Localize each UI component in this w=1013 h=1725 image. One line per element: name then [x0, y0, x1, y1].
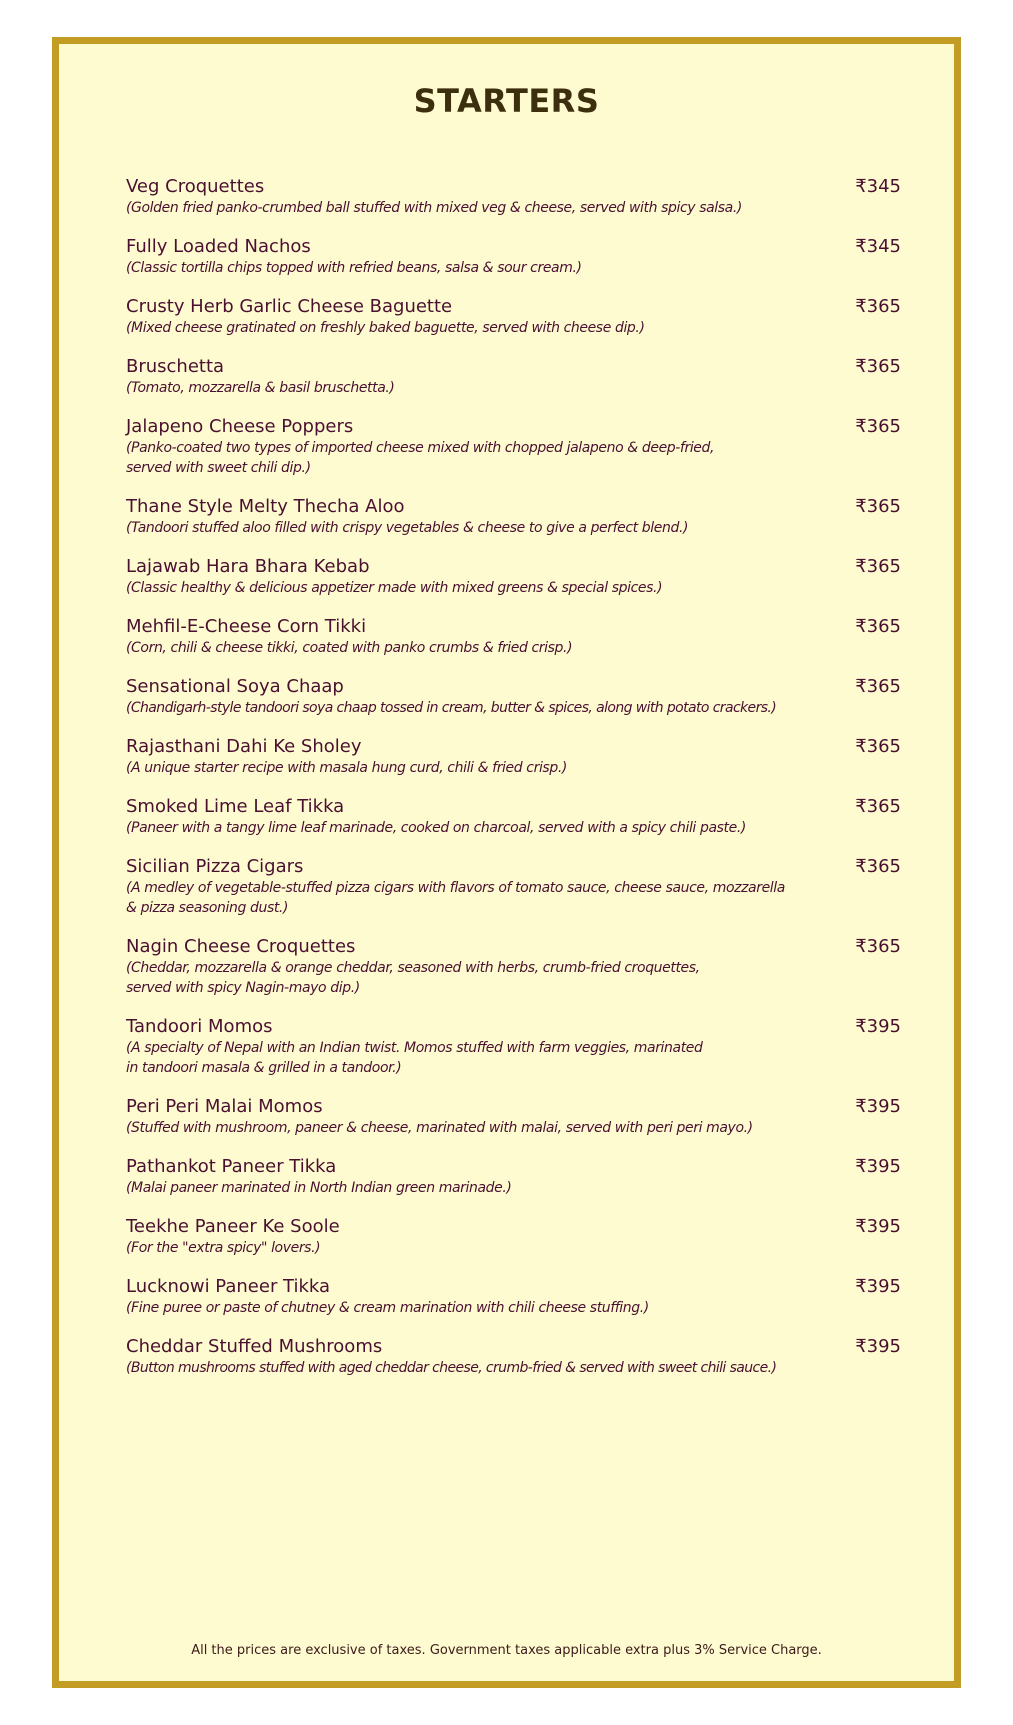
item-name: Rajasthani Dahi Ke Sholey	[126, 736, 362, 757]
item-name: Mehfil-E-Cheese Corn Tikki	[126, 616, 367, 637]
item-description: (A medley of vegetable-stuffed pizza cigars with flavors of tomato sauce, cheese sauce, mozzarella	[126, 880, 785, 896]
item-price: ₹395	[855, 1276, 901, 1297]
item-price: ₹395	[855, 1016, 901, 1037]
menu-frame	[52, 37, 961, 1688]
item-price: ₹365	[855, 356, 901, 377]
item-price: ₹365	[855, 796, 901, 817]
item-description-line-2: & pizza seasoning dust.)	[126, 900, 289, 916]
item-name: Lajawab Hara Bhara Kebab	[126, 556, 370, 577]
menu-items-list	[126, 176, 901, 1396]
menu-item	[126, 1336, 901, 1378]
item-name: Veg Croquettes	[126, 176, 265, 197]
item-price: ₹395	[855, 1336, 901, 1357]
item-description: (A specialty of Nepal with an Indian twist. Momos stuffed with farm veggies, marinated	[126, 1040, 703, 1056]
item-description: (Fine puree or paste of chutney & cream marination with chili cheese stuffing.)	[126, 1300, 649, 1316]
item-description: (Stuffed with mushroom, paneer & cheese, marinated with malai, served with peri peri mayo.)	[126, 1120, 753, 1136]
menu-item	[126, 496, 901, 538]
tax-note: All the prices are exclusive of taxes. Government taxes applicable extra plus 3% Service Charge.	[191, 1643, 822, 1658]
item-price: ₹395	[855, 1216, 901, 1237]
menu-item	[126, 676, 901, 718]
item-description: (Tomato, mozzarella & basil bruschetta.)	[126, 380, 395, 396]
item-description: (A unique starter recipe with masala hung curd, chili & fried crisp.)	[126, 760, 567, 776]
item-description: (Mixed cheese gratinated on freshly baked baguette, served with cheese dip.)	[126, 320, 645, 336]
item-price: ₹365	[855, 556, 901, 577]
item-name: Pathankot Paneer Tikka	[126, 1156, 337, 1177]
menu-title: STARTERS	[413, 82, 600, 120]
menu-item	[126, 296, 901, 338]
menu-item	[126, 1096, 901, 1138]
menu-item	[126, 236, 901, 278]
menu-item	[126, 736, 901, 778]
menu-item	[126, 556, 901, 598]
item-price: ₹345	[855, 176, 901, 197]
item-name: Smoked Lime Leaf Tikka	[126, 796, 345, 817]
menu-item	[126, 1156, 901, 1198]
item-name: Nagin Cheese Croquettes	[126, 936, 356, 957]
item-description-line-2: in tandoori masala & grilled in a tandoor.)	[126, 1060, 402, 1076]
menu-item	[126, 1276, 901, 1318]
item-description-line-2: served with spicy Nagin-mayo dip.)	[126, 980, 360, 996]
menu-item	[126, 1016, 901, 1078]
item-price: ₹365	[855, 296, 901, 317]
menu-item	[126, 416, 901, 478]
item-price: ₹365	[855, 736, 901, 757]
menu-item	[126, 616, 901, 658]
item-description: (Corn, chili & cheese tikki, coated with panko crumbs & fried crisp.)	[126, 640, 573, 656]
item-price: ₹365	[855, 416, 901, 437]
item-description: (Button mushrooms stuffed with aged cheddar cheese, crumb-fried & served with sweet chili sauce.)	[126, 1360, 777, 1376]
item-name: Sensational Soya Chaap	[126, 676, 344, 697]
item-name: Crusty Herb Garlic Cheese Baguette	[126, 296, 453, 317]
item-name: Bruschetta	[126, 356, 225, 377]
item-price: ₹365	[855, 856, 901, 877]
item-name: Jalapeno Cheese Poppers	[126, 416, 354, 437]
item-description: (Panko-coated two types of imported cheese mixed with chopped jalapeno & deep-fried,	[126, 440, 715, 456]
item-name: Thane Style Melty Thecha Aloo	[126, 496, 405, 517]
menu-item	[126, 856, 901, 918]
item-name: Tandoori Momos	[126, 1016, 273, 1037]
item-description-line-2: served with sweet chili dip.)	[126, 460, 311, 476]
item-description: (Chandigarh-style tandoori soya chaap tossed in cream, butter & spices, along with potato crackers.)	[126, 700, 777, 716]
item-price: ₹345	[855, 236, 901, 257]
item-name: Cheddar Stuffed Mushrooms	[126, 1336, 383, 1357]
item-description: (Cheddar, mozzarella & orange cheddar, seasoned with herbs, crumb-fried croquettes,	[126, 960, 700, 976]
item-name: Fully Loaded Nachos	[126, 236, 311, 257]
item-price: ₹365	[855, 616, 901, 637]
item-description: (For the "extra spicy" lovers.)	[126, 1240, 321, 1256]
item-name: Peri Peri Malai Momos	[126, 1096, 323, 1117]
item-name: Teekhe Paneer Ke Soole	[126, 1216, 340, 1237]
item-price: ₹365	[855, 676, 901, 697]
item-description: (Tandoori stuffed aloo filled with crispy vegetables & cheese to give a perfect blend.)	[126, 520, 689, 536]
menu-item	[126, 1216, 901, 1258]
item-price: ₹365	[855, 936, 901, 957]
item-description: (Classic healthy & delicious appetizer made with mixed greens & special spices.)	[126, 580, 663, 596]
item-price: ₹365	[855, 496, 901, 517]
item-description: (Malai paneer marinated in North Indian green marinade.)	[126, 1180, 512, 1196]
item-description: (Classic tortilla chips topped with refried beans, salsa & sour cream.)	[126, 260, 582, 276]
item-price: ₹395	[855, 1156, 901, 1177]
item-name: Sicilian Pizza Cigars	[126, 856, 304, 877]
menu-item	[126, 176, 901, 218]
item-description: (Golden fried panko-crumbed ball stuffed with mixed veg & cheese, served with spicy salsa.)	[126, 200, 742, 216]
item-name: Lucknowi Paneer Tikka	[126, 1276, 331, 1297]
item-price: ₹395	[855, 1096, 901, 1117]
item-description: (Paneer with a tangy lime leaf marinade, cooked on charcoal, served with a spicy chili paste.)	[126, 820, 746, 836]
menu-item	[126, 356, 901, 398]
menu-item	[126, 936, 901, 998]
menu-item	[126, 796, 901, 838]
